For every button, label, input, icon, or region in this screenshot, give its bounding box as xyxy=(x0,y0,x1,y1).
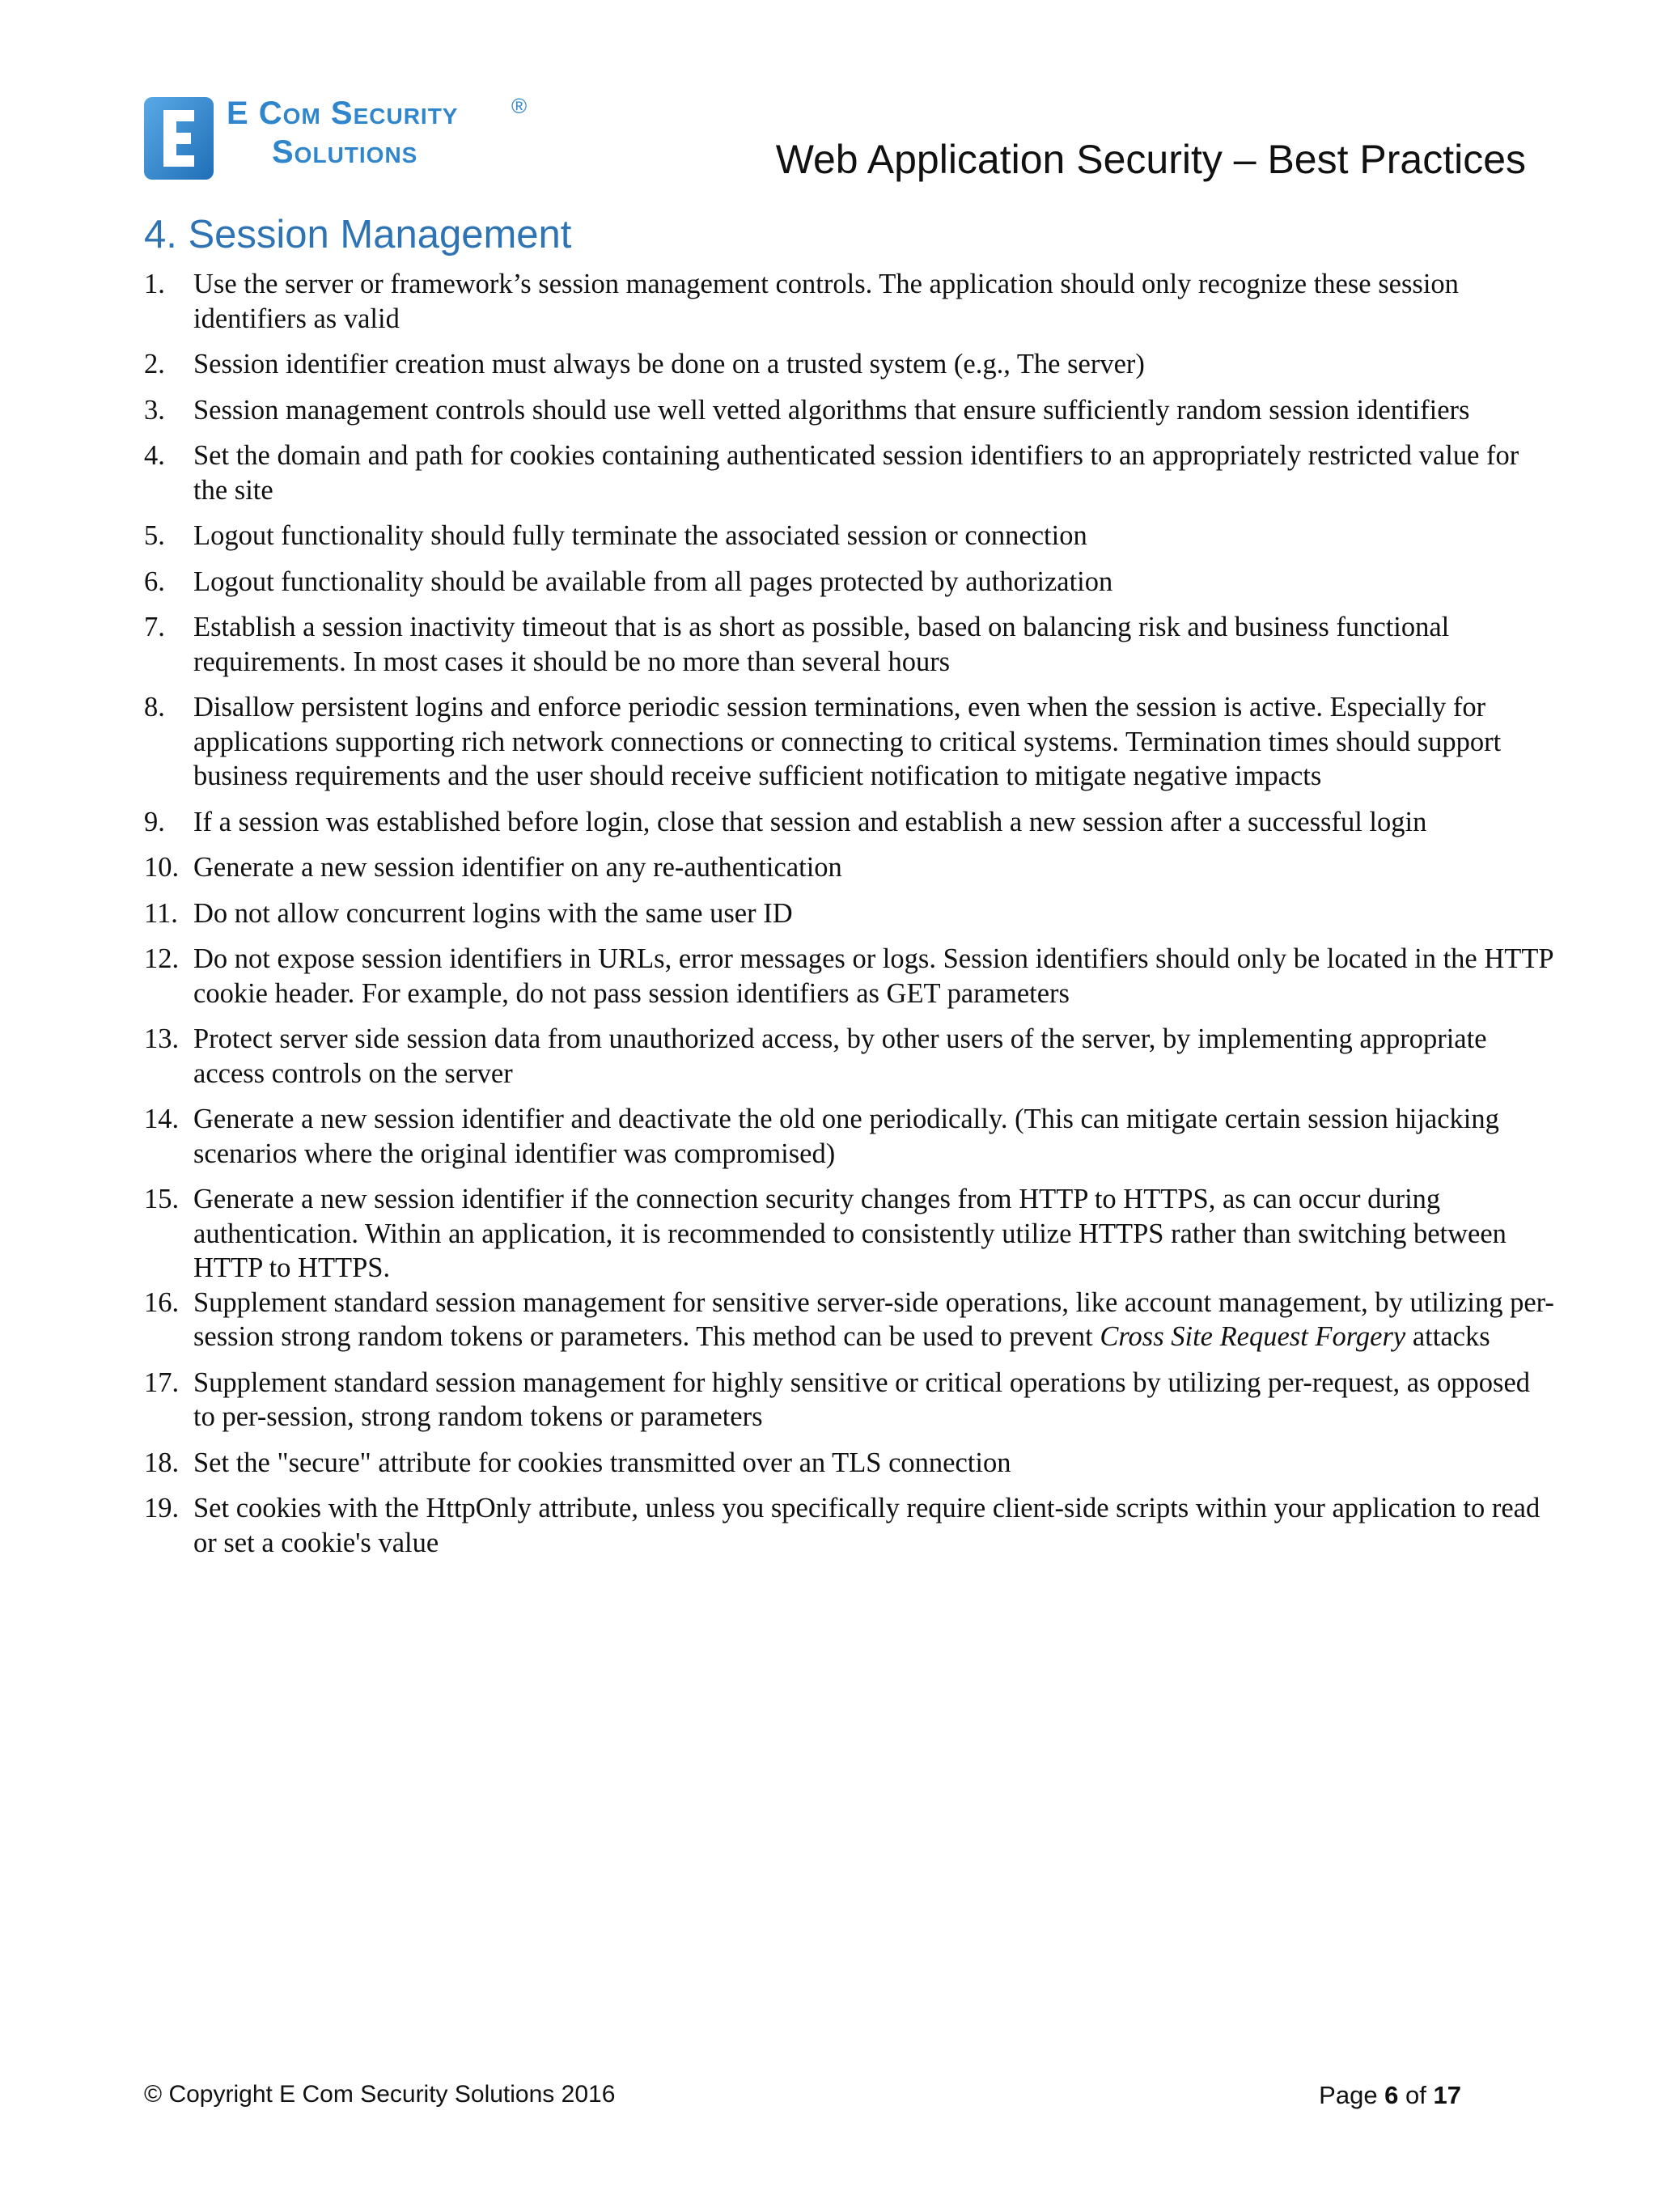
list-item-number: 15. xyxy=(144,1184,180,1214)
company-logo xyxy=(144,94,540,183)
list-item xyxy=(144,896,1558,931)
list-item-number: 11. xyxy=(144,897,178,929)
list-item-text: Do not allow concurrent logins with the same user ID xyxy=(193,897,793,929)
list-item-number: 3. xyxy=(144,394,165,426)
list-item-text: Set the "secure" attribute for cookies transmitted over an TLS connection xyxy=(193,1447,1011,1478)
list-item-text: Supplement standard session management for highly sensitive or critical operations by utilizing per-request, as opposed to per-session, strong random tokens or parameters xyxy=(193,1367,1531,1432)
list-item-number: 16. xyxy=(144,1286,180,1318)
list-item-text xyxy=(193,1286,1558,1354)
list-item-text: Generate a new session identifier on any re-authentication xyxy=(193,852,842,883)
page-total: 17 xyxy=(1433,2081,1461,2109)
list-item xyxy=(144,1182,1558,1286)
list-item xyxy=(144,1446,1558,1481)
list-item xyxy=(144,1022,1558,1091)
page-number xyxy=(1319,2081,1461,2110)
logo-wordmark xyxy=(227,94,542,183)
list-item xyxy=(144,1102,1558,1171)
list-item xyxy=(144,439,1558,507)
logo-e-icon xyxy=(144,97,214,180)
list-item-text-italic: Cross Site Request Forgery xyxy=(1100,1321,1406,1352)
list-item-text: Session management controls should use well vetted algorithms that ensure sufficiently random session identifiers xyxy=(193,394,1470,426)
list-item-number: 12. xyxy=(144,943,180,974)
list-item-number: 7. xyxy=(144,612,165,642)
list-item-text: Establish a session inactivity timeout that is as short as possible, based on balancing risk and business functional requirements. In most cases it should be no more than several hours xyxy=(193,612,1450,677)
list-item xyxy=(144,1366,1558,1434)
list-item-text: Logout functionality should be available from all pages protected by authorization xyxy=(193,566,1113,597)
list-item-text: Logout functionality should fully terminate the associated session or connection xyxy=(193,520,1087,551)
list-item-number: 18. xyxy=(144,1447,180,1478)
list-item-text: Set cookies with the HttpOnly attribute, unless you specifically require client-side scripts within your application to read or set a cookie's value xyxy=(193,1493,1540,1558)
page-current: 6 xyxy=(1384,2081,1399,2109)
list-item-number: 5. xyxy=(144,520,165,551)
list-item xyxy=(144,805,1558,840)
list-item-number: 19. xyxy=(144,1493,180,1523)
list-item-text: Disallow persistent logins and enforce periodic session terminations, even when the session is active. Especially for applications supporting rich network connections or connecting to critical systems. Termination times should support business requirements and the user should receive sufficient notification to mitigate negative impacts xyxy=(193,692,1502,791)
list-item xyxy=(144,942,1558,1011)
list-item xyxy=(144,1491,1558,1560)
list-item-number: 2. xyxy=(144,349,165,379)
list-item-number: 8. xyxy=(144,692,165,723)
list-item-number: 10. xyxy=(144,852,180,883)
registered-mark: ® xyxy=(511,94,528,118)
list-item-text: Set the domain and path for cookies containing authenticated session identifiers to an appropriately restricted value for the site xyxy=(193,440,1519,506)
list-item-text: Protect server side session data from unauthorized access, by other users of the server, by implementing appropriate access controls on the server xyxy=(193,1023,1487,1089)
list-item xyxy=(144,1286,1558,1354)
list-item xyxy=(144,393,1558,428)
list-item xyxy=(144,347,1558,382)
list-item xyxy=(144,565,1558,600)
list-item-number: 1. xyxy=(144,269,165,299)
section-heading: 4. Session Management xyxy=(144,213,572,256)
list-item-number: 17. xyxy=(144,1367,180,1398)
page-prefix: Page xyxy=(1319,2081,1385,2109)
logo-line-1: E Com Security xyxy=(227,95,459,131)
logo-line-2: Solutions xyxy=(272,134,418,170)
list-item-text: Do not expose session identifiers in URLs, error messages or logs. Session identifiers should only be located in the HTTP cookie header. For example, do not pass session identifiers as GET parameters xyxy=(193,943,1553,1009)
list-item-number: 13. xyxy=(144,1023,180,1054)
list-item-text: Session identifier creation must always be done on a trusted system (e.g., The server) xyxy=(193,349,1145,379)
practice-list xyxy=(144,267,1558,1571)
footer-copyright: © Copyright E Com Security Solutions 2016 xyxy=(144,2081,616,2108)
list-item xyxy=(144,519,1558,553)
list-item xyxy=(144,267,1558,336)
list-item xyxy=(144,610,1558,679)
list-item-number: 14. xyxy=(144,1104,180,1134)
list-item-number: 6. xyxy=(144,566,165,597)
list-item-text: Use the server or framework’s session management controls. The application should only recognize these session identifiers as valid xyxy=(193,269,1459,334)
list-item-text-part: attacks xyxy=(1405,1321,1490,1352)
list-item xyxy=(144,850,1558,885)
list-item-text: Generate a new session identifier if the connection security changes from HTTP to HTTPS, as can occur during authentication. Within an application, it is recommended to consistently utilize HTTPS rather than switching between HTTP to HTTPS. xyxy=(193,1184,1507,1283)
list-item-text-part: Supplement standard session management for sensitive server-side operations, like account management, by utilizing per-session strong random tokens or parameters. This method can be used to prevent xyxy=(193,1286,1554,1352)
list-item-text: If a session was established before login, close that session and establish a new session after a successful login xyxy=(193,806,1427,837)
document-title: Web Application Security – Best Practices xyxy=(775,137,1526,182)
list-item xyxy=(144,690,1558,794)
list-item-text: Generate a new session identifier and deactivate the old one periodically. (This can mitigate certain session hijacking scenarios where the original identifier was compromised) xyxy=(193,1104,1499,1169)
list-item-number: 4. xyxy=(144,440,165,471)
list-item-number: 9. xyxy=(144,806,165,837)
page-of: of xyxy=(1398,2081,1434,2109)
